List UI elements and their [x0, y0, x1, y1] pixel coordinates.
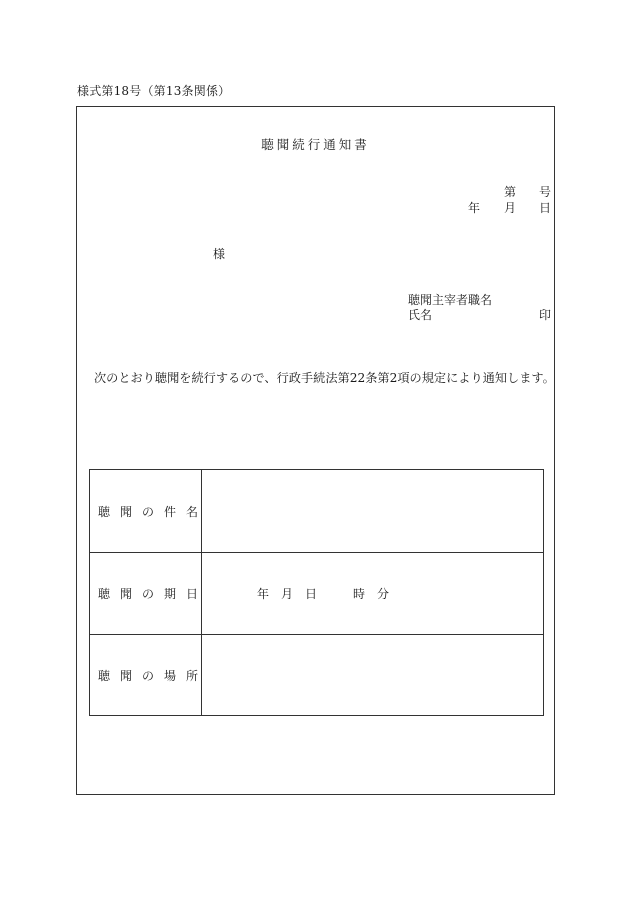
number-dai: 第: [504, 185, 517, 199]
row-value-date[interactable]: 年 月 日 時 分: [257, 587, 390, 601]
name-label: 氏名: [408, 308, 433, 322]
date-year: 年: [468, 201, 481, 215]
table-row: [90, 634, 543, 716]
row-label-subject: 聴聞の件名: [90, 470, 202, 552]
table-row: [90, 470, 543, 552]
document-frame: [76, 106, 555, 795]
row-value-subject[interactable]: [202, 470, 543, 552]
row-label-date: 聴聞の期日: [90, 553, 202, 634]
presider-title: 聴聞主宰者職名: [408, 293, 493, 307]
addressee-suffix: 様: [213, 247, 226, 261]
row-label-place: 聴聞の場所: [90, 635, 202, 716]
body-text: 次のとおり聴聞を続行するので、行政手続法第22条第2項の規定により通知します。: [94, 371, 555, 385]
row-value-place[interactable]: [202, 635, 543, 716]
number-go: 号: [539, 185, 552, 199]
seal-mark: 印: [539, 308, 552, 322]
form-number-label: 様式第18号（第13条関係）: [77, 84, 231, 98]
hearing-details-table: [89, 469, 544, 716]
date-month: 月: [504, 201, 517, 215]
date-day: 日: [539, 201, 552, 215]
table-row: [90, 552, 543, 634]
document-title: 聴聞続行通知書: [261, 137, 370, 152]
